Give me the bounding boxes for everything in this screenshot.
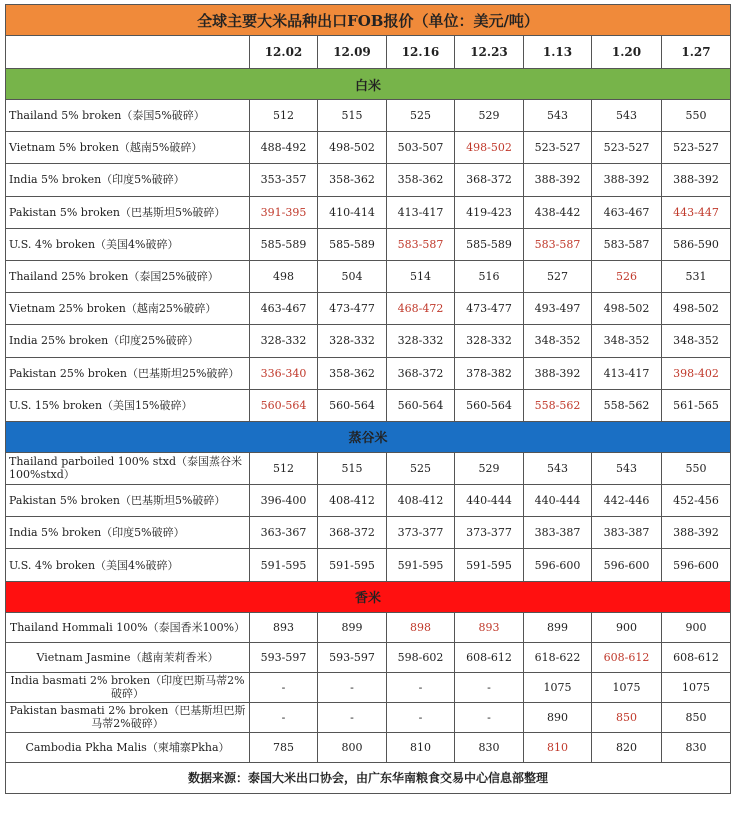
table-row bbox=[6, 325, 731, 357]
price-cell: 618-622 bbox=[524, 642, 592, 672]
price-cell: 440-444 bbox=[524, 485, 592, 517]
price-cell: 373-377 bbox=[455, 517, 524, 549]
price-cell: 336-340 bbox=[250, 357, 318, 389]
price-cell: 373-377 bbox=[387, 517, 455, 549]
price-cell: 358-362 bbox=[318, 164, 387, 196]
rice-variety-name: Thailand 25% broken（泰国25%破碎） bbox=[6, 260, 250, 292]
price-cell: 527 bbox=[524, 260, 592, 292]
price-cell: 368-372 bbox=[455, 164, 524, 196]
price-cell: - bbox=[250, 672, 318, 702]
header-row bbox=[6, 36, 731, 69]
table-row bbox=[6, 612, 731, 642]
price-cell: 396-400 bbox=[250, 485, 318, 517]
price-cell: 898 bbox=[387, 612, 455, 642]
rice-variety-name: Pakistan basmati 2% broken（巴基斯坦巴斯马蒂2%破碎） bbox=[6, 702, 250, 732]
price-cell: 583-587 bbox=[387, 228, 455, 260]
table-row bbox=[6, 132, 731, 164]
header-date: 12.23 bbox=[455, 36, 524, 69]
table-row bbox=[6, 452, 731, 484]
price-cell: 531 bbox=[662, 260, 731, 292]
price-cell: 516 bbox=[455, 260, 524, 292]
price-cell: 498-502 bbox=[592, 293, 662, 325]
price-cell: 493-497 bbox=[524, 293, 592, 325]
price-cell: 585-589 bbox=[318, 228, 387, 260]
price-cell: 550 bbox=[662, 452, 731, 484]
price-cell: 328-332 bbox=[250, 325, 318, 357]
price-cell: 585-589 bbox=[455, 228, 524, 260]
price-cell: 591-595 bbox=[387, 549, 455, 581]
price-cell: 593-597 bbox=[250, 642, 318, 672]
price-cell: 560-564 bbox=[250, 389, 318, 421]
footer-row bbox=[6, 762, 731, 793]
price-cell: 408-412 bbox=[387, 485, 455, 517]
price-cell: 498 bbox=[250, 260, 318, 292]
price-cell: 388-392 bbox=[524, 357, 592, 389]
price-cell: 388-392 bbox=[662, 164, 731, 196]
price-cell: 560-564 bbox=[455, 389, 524, 421]
price-cell: 543 bbox=[524, 452, 592, 484]
price-cell: 468-472 bbox=[387, 293, 455, 325]
table-row bbox=[6, 732, 731, 762]
price-cell: 1075 bbox=[524, 672, 592, 702]
rice-variety-name: Vietnam Jasmine（越南茉莉香米） bbox=[6, 642, 250, 672]
price-cell: 608-612 bbox=[455, 642, 524, 672]
table-row bbox=[6, 228, 731, 260]
price-cell: 523-527 bbox=[592, 132, 662, 164]
price-cell: 398-402 bbox=[662, 357, 731, 389]
price-cell: 413-417 bbox=[387, 196, 455, 228]
price-cell: 503-507 bbox=[387, 132, 455, 164]
price-table-container bbox=[5, 4, 730, 794]
price-cell: 363-367 bbox=[250, 517, 318, 549]
header-date: 12.02 bbox=[250, 36, 318, 69]
table-row bbox=[6, 260, 731, 292]
price-cell: 529 bbox=[455, 100, 524, 132]
price-cell: 368-372 bbox=[318, 517, 387, 549]
price-cell: 473-477 bbox=[318, 293, 387, 325]
rice-variety-name: India 25% broken（印度25%破碎） bbox=[6, 325, 250, 357]
price-cell: 452-456 bbox=[662, 485, 731, 517]
price-cell: 383-387 bbox=[524, 517, 592, 549]
price-cell: 591-595 bbox=[250, 549, 318, 581]
table-row bbox=[6, 642, 731, 672]
price-cell: 899 bbox=[524, 612, 592, 642]
price-cell: 368-372 bbox=[387, 357, 455, 389]
rice-variety-name: Pakistan 5% broken（巴基斯坦5%破碎） bbox=[6, 485, 250, 517]
rice-variety-name: Cambodia Pkha Malis（柬埔寨Pkha） bbox=[6, 732, 250, 762]
price-cell: - bbox=[455, 672, 524, 702]
table-row bbox=[6, 549, 731, 581]
price-cell: 388-392 bbox=[592, 164, 662, 196]
rice-variety-name: Thailand parboiled 100% stxd（泰国蒸谷米100%stxd） bbox=[6, 452, 250, 484]
price-cell: 515 bbox=[318, 100, 387, 132]
rice-variety-name: Vietnam 5% broken（越南5%破碎） bbox=[6, 132, 250, 164]
price-cell: 850 bbox=[592, 702, 662, 732]
table-row bbox=[6, 293, 731, 325]
price-cell: 596-600 bbox=[662, 549, 731, 581]
price-cell: - bbox=[318, 672, 387, 702]
table-row bbox=[6, 389, 731, 421]
price-cell: 419-423 bbox=[455, 196, 524, 228]
price-cell: 408-412 bbox=[318, 485, 387, 517]
price-cell: 504 bbox=[318, 260, 387, 292]
price-cell: 348-352 bbox=[662, 325, 731, 357]
price-cell: 378-382 bbox=[455, 357, 524, 389]
rice-variety-name: U.S. 15% broken（美国15%破碎） bbox=[6, 389, 250, 421]
rice-variety-name: Thailand Hommali 100%（泰国香米100%） bbox=[6, 612, 250, 642]
header-date: 12.16 bbox=[387, 36, 455, 69]
section-header-fragrant bbox=[6, 581, 731, 612]
header-date: 12.09 bbox=[318, 36, 387, 69]
price-cell: 488-492 bbox=[250, 132, 318, 164]
rice-variety-name: India 5% broken（印度5%破碎） bbox=[6, 517, 250, 549]
price-cell: 591-595 bbox=[318, 549, 387, 581]
price-cell: 525 bbox=[387, 100, 455, 132]
price-cell: 893 bbox=[455, 612, 524, 642]
price-cell: 558-562 bbox=[524, 389, 592, 421]
price-cell: 900 bbox=[662, 612, 731, 642]
table-row bbox=[6, 672, 731, 702]
price-cell: 543 bbox=[592, 452, 662, 484]
price-cell: 560-564 bbox=[318, 389, 387, 421]
price-cell: 810 bbox=[524, 732, 592, 762]
price-cell: 585-589 bbox=[250, 228, 318, 260]
title-row bbox=[6, 5, 731, 36]
price-cell: 1075 bbox=[662, 672, 731, 702]
table-row bbox=[6, 196, 731, 228]
section-header-parboiled bbox=[6, 421, 731, 452]
price-cell: 1075 bbox=[592, 672, 662, 702]
price-cell: 523-527 bbox=[662, 132, 731, 164]
price-cell: 512 bbox=[250, 100, 318, 132]
price-cell: 328-332 bbox=[455, 325, 524, 357]
price-cell: 850 bbox=[662, 702, 731, 732]
data-source-note: 数据来源：泰国大米出口协会，由广东华南粮食交易中心信息部整理 bbox=[6, 762, 731, 793]
price-cell: 413-417 bbox=[592, 357, 662, 389]
table-row bbox=[6, 702, 731, 732]
price-cell: 810 bbox=[387, 732, 455, 762]
table-title: 全球主要大米品种出口FOB报价（单位：美元/吨） bbox=[6, 5, 731, 36]
price-cell: 383-387 bbox=[592, 517, 662, 549]
price-cell: 525 bbox=[387, 452, 455, 484]
price-cell: 550 bbox=[662, 100, 731, 132]
rice-variety-name: Thailand 5% broken（泰国5%破碎） bbox=[6, 100, 250, 132]
header-date: 1.13 bbox=[524, 36, 592, 69]
price-cell: 498-502 bbox=[662, 293, 731, 325]
price-cell: 893 bbox=[250, 612, 318, 642]
price-cell: 900 bbox=[592, 612, 662, 642]
price-cell: 391-395 bbox=[250, 196, 318, 228]
price-cell: 593-597 bbox=[318, 642, 387, 672]
price-cell: 899 bbox=[318, 612, 387, 642]
price-cell: 586-590 bbox=[662, 228, 731, 260]
price-cell: 514 bbox=[387, 260, 455, 292]
price-cell: 442-446 bbox=[592, 485, 662, 517]
price-cell: 543 bbox=[592, 100, 662, 132]
price-cell: 561-565 bbox=[662, 389, 731, 421]
table-row bbox=[6, 485, 731, 517]
header-date: 1.20 bbox=[592, 36, 662, 69]
price-cell: 523-527 bbox=[524, 132, 592, 164]
price-cell: 358-362 bbox=[387, 164, 455, 196]
rice-variety-name: India 5% broken（印度5%破碎） bbox=[6, 164, 250, 196]
price-cell: 463-467 bbox=[592, 196, 662, 228]
price-cell: 596-600 bbox=[524, 549, 592, 581]
section-label: 香米 bbox=[6, 581, 731, 612]
price-cell: 830 bbox=[662, 732, 731, 762]
header-blank-cell bbox=[6, 36, 250, 69]
price-cell: 526 bbox=[592, 260, 662, 292]
price-cell: 388-392 bbox=[662, 517, 731, 549]
rice-variety-name: Pakistan 25% broken（巴基斯坦25%破碎） bbox=[6, 357, 250, 389]
rice-variety-name: India basmati 2% broken（印度巴斯马蒂2%破碎） bbox=[6, 672, 250, 702]
rice-variety-name: Vietnam 25% broken（越南25%破碎） bbox=[6, 293, 250, 325]
price-cell: - bbox=[455, 702, 524, 732]
price-cell: 438-442 bbox=[524, 196, 592, 228]
price-cell: 473-477 bbox=[455, 293, 524, 325]
price-cell: 560-564 bbox=[387, 389, 455, 421]
section-label: 白米 bbox=[6, 69, 731, 100]
table-row bbox=[6, 357, 731, 389]
price-cell: - bbox=[250, 702, 318, 732]
price-cell: 353-357 bbox=[250, 164, 318, 196]
price-cell: 591-595 bbox=[455, 549, 524, 581]
price-cell: 583-587 bbox=[592, 228, 662, 260]
price-cell: 830 bbox=[455, 732, 524, 762]
price-cell: 608-612 bbox=[662, 642, 731, 672]
table-row bbox=[6, 517, 731, 549]
price-cell: 890 bbox=[524, 702, 592, 732]
price-cell: 388-392 bbox=[524, 164, 592, 196]
price-cell: - bbox=[387, 702, 455, 732]
price-cell: 785 bbox=[250, 732, 318, 762]
price-cell: 512 bbox=[250, 452, 318, 484]
price-cell: - bbox=[318, 702, 387, 732]
price-cell: 443-447 bbox=[662, 196, 731, 228]
price-cell: 820 bbox=[592, 732, 662, 762]
rice-variety-name: U.S. 4% broken（美国4%破碎） bbox=[6, 549, 250, 581]
price-cell: 583-587 bbox=[524, 228, 592, 260]
price-cell: 440-444 bbox=[455, 485, 524, 517]
price-cell: 598-602 bbox=[387, 642, 455, 672]
rice-variety-name: Pakistan 5% broken（巴基斯坦5%破碎） bbox=[6, 196, 250, 228]
price-cell: 596-600 bbox=[592, 549, 662, 581]
table-row bbox=[6, 164, 731, 196]
price-cell: 529 bbox=[455, 452, 524, 484]
header-date: 1.27 bbox=[662, 36, 731, 69]
price-cell: 358-362 bbox=[318, 357, 387, 389]
price-cell: 498-502 bbox=[455, 132, 524, 164]
price-cell: 348-352 bbox=[592, 325, 662, 357]
price-cell: 463-467 bbox=[250, 293, 318, 325]
price-cell: 328-332 bbox=[318, 325, 387, 357]
price-cell: 558-562 bbox=[592, 389, 662, 421]
price-cell: 498-502 bbox=[318, 132, 387, 164]
price-cell: 515 bbox=[318, 452, 387, 484]
price-cell: 348-352 bbox=[524, 325, 592, 357]
section-label: 蒸谷米 bbox=[6, 421, 731, 452]
price-cell: 543 bbox=[524, 100, 592, 132]
price-cell: 328-332 bbox=[387, 325, 455, 357]
rice-variety-name: U.S. 4% broken（美国4%破碎） bbox=[6, 228, 250, 260]
price-cell: 410-414 bbox=[318, 196, 387, 228]
price-cell: - bbox=[387, 672, 455, 702]
rice-price-table bbox=[5, 4, 731, 794]
section-header-white bbox=[6, 69, 731, 100]
price-cell: 608-612 bbox=[592, 642, 662, 672]
price-cell: 800 bbox=[318, 732, 387, 762]
table-row bbox=[6, 100, 731, 132]
